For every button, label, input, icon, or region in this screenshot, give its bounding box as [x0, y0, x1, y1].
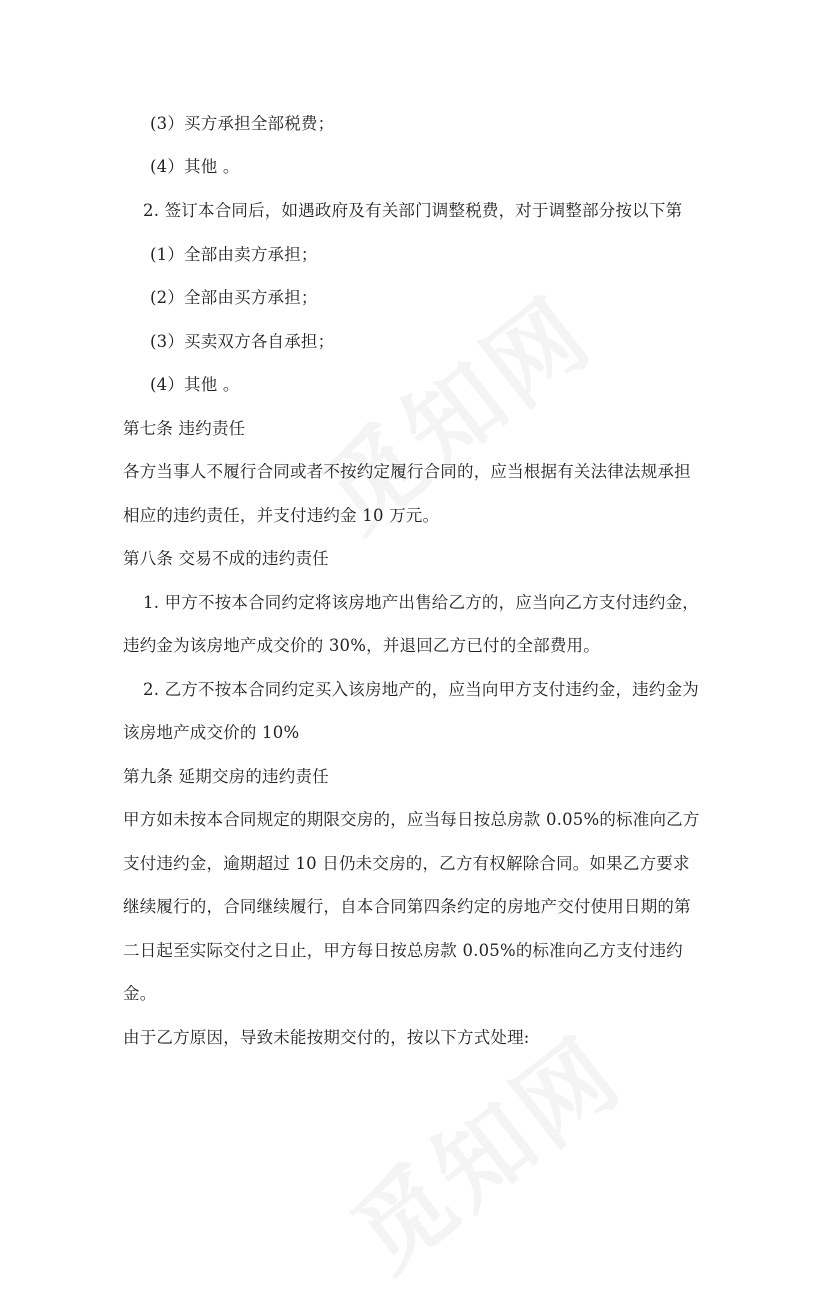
line-adjust-option-3: (3）买卖双方各自承担；: [150, 332, 335, 351]
line-article-7-p2: 相应的违约责任，并支付违约金 10 万元。: [123, 506, 440, 525]
line-clause-2-intro: 2. 签订本合同后，如遇政府及有关部门调整税费，对于调整部分按以下第: [143, 201, 683, 220]
line-adjust-option-2: (2）全部由买方承担；: [150, 288, 318, 307]
line-adjust-option-4: (4）其他 。: [150, 375, 240, 394]
heading-article-7: 第七条 违约责任: [123, 419, 246, 438]
line-article-8-item1-b: 违约金为该房地产成交价的 30%，并退回乙方已付的全部费用。: [123, 636, 600, 655]
line-article-7-p1: 各方当事人不履行合同或者不按约定履行合同的，应当根据有关法律法规承担: [123, 462, 691, 481]
line-tax-option-3: (3）买方承担全部税费；: [150, 114, 335, 133]
heading-article-9: 第九条 延期交房的违约责任: [123, 767, 329, 786]
line-article-8-item1-a: 1. 甲方不按本合同约定将该房地产出售给乙方的，应当向乙方支付违约金，: [143, 593, 699, 612]
line-article-9-p1: 甲方如未按本合同规定的期限交房的，应当每日按总房款 0.05%的标准向乙方: [123, 810, 700, 829]
line-article-9-p3: 继续履行的，合同继续履行，自本合同第四条约定的房地产交付使用日期的第: [123, 897, 691, 916]
line-article-9-p6: 由于乙方原因，导致未能按期交付的，按以下方式处理:: [123, 1028, 530, 1047]
line-article-8-item2-b: 该房地产成交价的 10%: [123, 723, 300, 742]
heading-article-8: 第八条 交易不成的违约责任: [123, 549, 329, 568]
line-article-9-p4: 二日起至实际交付之日止，甲方每日按总房款 0.05%的标准向乙方支付违约: [123, 941, 683, 960]
line-tax-option-4: (4）其他 。: [150, 157, 240, 176]
line-article-9-p5: 金。: [123, 984, 157, 1003]
line-adjust-option-1: (1）全部由卖方承担；: [150, 245, 318, 264]
line-article-8-item2-a: 2. 乙方不按本合同约定买入该房地产的，应当向甲方支付违约金，违约金为: [143, 680, 699, 699]
line-article-9-p2: 支付违约金，逾期超过 10 日仍未交房的，乙方有权解除合同。如果乙方要求: [123, 854, 690, 873]
